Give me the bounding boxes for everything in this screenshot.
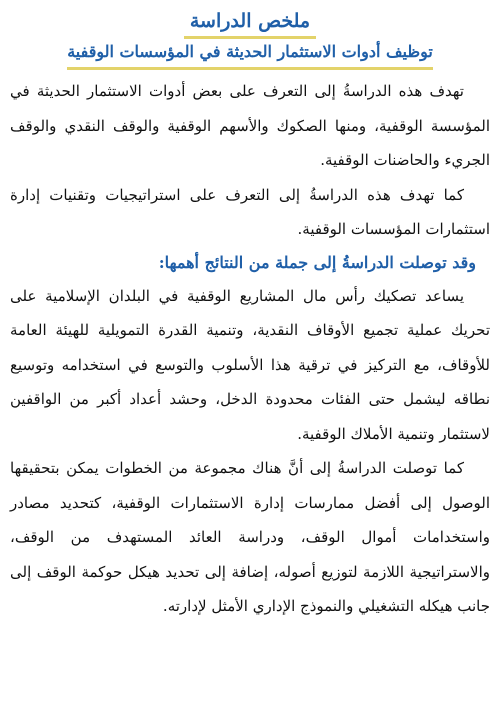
document-title: ملخص الدراسة <box>184 6 316 39</box>
paragraph-aims-2: كما تهدف هذه الدراسةُ إلى التعرف على استراتيجيات وتقنيات إدارة استثمارات المؤسسات الوقفية. <box>10 185 490 238</box>
title-wrapper <box>10 6 490 39</box>
document-subtitle: توظيف أدوات الاستثمار الحديثة في المؤسسات الوقفية <box>67 39 433 70</box>
paragraph-result-1: يساعد تصكيك رأس مال المشاريع الوقفية في البلدان الإسلامية على تحريك عملية تجميع الأوقاف النقدية، وتنمية القدرة التمويلية للهيئة العامة للأوقاف، مع التركيز في ترقية هذا الأسلوب والتوسع في استخدامه وتوسيع نطاقه ليشمل حتى الفئات محدودة الدخل، وحشد أعداد أكبر من الواقفين لاستثمار وتنمية الأملاك الوقفية. <box>10 286 490 443</box>
paragraph-aims-1: تهدف هذه الدراسةُ إلى التعرف على بعض أدوات الاستثمار الحديثة في المؤسسة الوقفية، ومنها الصكوك والأسهم الوقفية والوقف النقدي والوقف الجريء والحاضنات الوقفية. <box>10 82 490 169</box>
paragraph-result-2: كما توصلت الدراسةُ إلى أنَّ هناك مجموعة من الخطوات يمكن بتحقيقها الوصول إلى أفضل ممارسات إدارة الاستثمارات الوقفية، كتحديد مصادر واستخدامات أموال الوقف، ودراسة العائد المستهدف من الوقف، والاستراتيجية اللازمة لتوزيع أصوله، إضافة إلى تحديد هيكل حوكمة الوقف إلى جانب هيكله التشغيلي والنموذج الإداري الأمثل لإدارته. <box>10 459 490 615</box>
results-heading: وقد توصلت الدراسةُ إلى جملة من النتائج أهمها: <box>158 252 476 272</box>
